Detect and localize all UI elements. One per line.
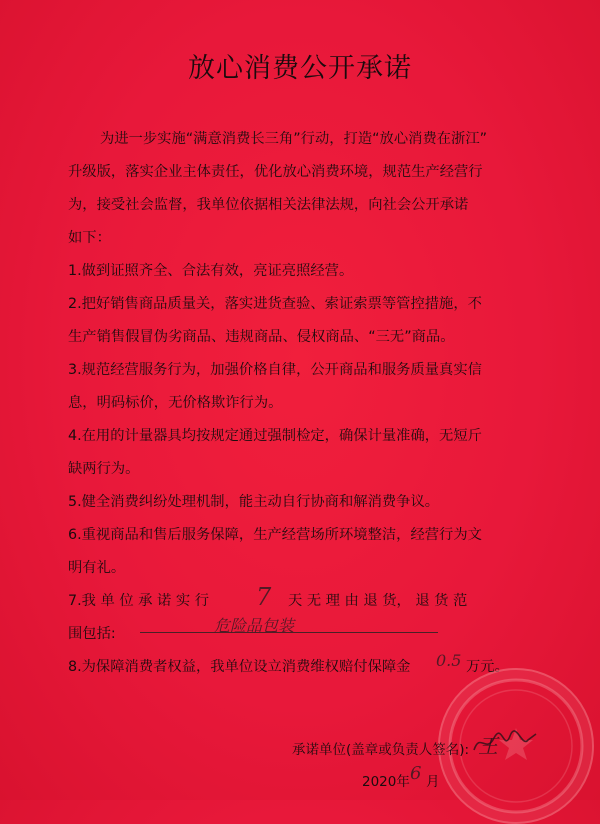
commitment-item-8: 8.为保障消费者权益，我单位设立消费维权赔付保障金 xyxy=(68,659,411,675)
commitment-item-7-scope-label: 围包括: xyxy=(68,626,116,642)
handwritten-amount: 0.5 xyxy=(436,651,462,670)
commitment-item-3: 3.规范经营服务行为，加强价格自律，公开商品和服务质量真实信 xyxy=(68,362,482,378)
commitment-item-4-cont: 缺两行为。 xyxy=(68,461,140,477)
commitment-item-7-part1: 7.我 单 位 承 诺 实 行 xyxy=(68,593,209,609)
commitment-item-2: 2.把好销售商品质量关，落实进货查验、索证索票等管控措施，不 xyxy=(68,296,482,312)
commitment-item-3-cont: 息，明码标价，无价格欺诈行为。 xyxy=(68,395,283,411)
intro-line: 如下： xyxy=(68,230,111,246)
commitment-item-1: 1.做到证照齐全、合法有效，亮证亮照经营。 xyxy=(68,263,354,279)
commitment-item-2-cont: 生产销售假冒伪劣商品、违规商品、侵权商品、“三无”商品。 xyxy=(68,329,455,345)
date-month-unit: 月 xyxy=(426,774,440,790)
commitment-item-4: 4.在用的计量器具均按规定通过强制检定，确保计量准确，无短斤 xyxy=(68,428,482,444)
handwritten-days: 7 xyxy=(256,583,272,611)
date-year: 2020年 xyxy=(362,774,410,790)
signature-label: 承诺单位(盖章或负责人签名): xyxy=(292,742,470,758)
handwritten-month: 6 xyxy=(410,763,422,784)
commitment-item-6: 6.重视商品和售后服务保障，生产经营场所环境整洁，经营行为文 xyxy=(68,527,482,543)
document-title: 放心消费公开承诺 xyxy=(188,53,412,84)
handwritten-signature: 王 xyxy=(478,734,498,758)
intro-line: 为进一步实施“满意消费长三角”行动，打造“放心消费在浙江” xyxy=(100,131,488,147)
handwritten-return-scope: 危险品包装 xyxy=(214,616,295,635)
intro-line: 为，接受社会监督，我单位依据相关法律法规，向社会公开承诺 xyxy=(68,197,469,213)
commitment-item-7-part2: 天 无 理 由 退 货， 退 货 范 xyxy=(288,593,468,609)
commitment-item-5: 5.健全消费纠纷处理机制，能主动自行协商和解消费争议。 xyxy=(68,494,440,510)
signature-scribble-icon xyxy=(470,728,540,758)
intro-line: 升级版，落实企业主体责任，优化放心消费环境，规范生产经营行 xyxy=(68,164,483,180)
commitment-item-8-unit: 万元。 xyxy=(466,659,509,675)
commitment-item-6-cont: 明有礼。 xyxy=(68,560,126,576)
